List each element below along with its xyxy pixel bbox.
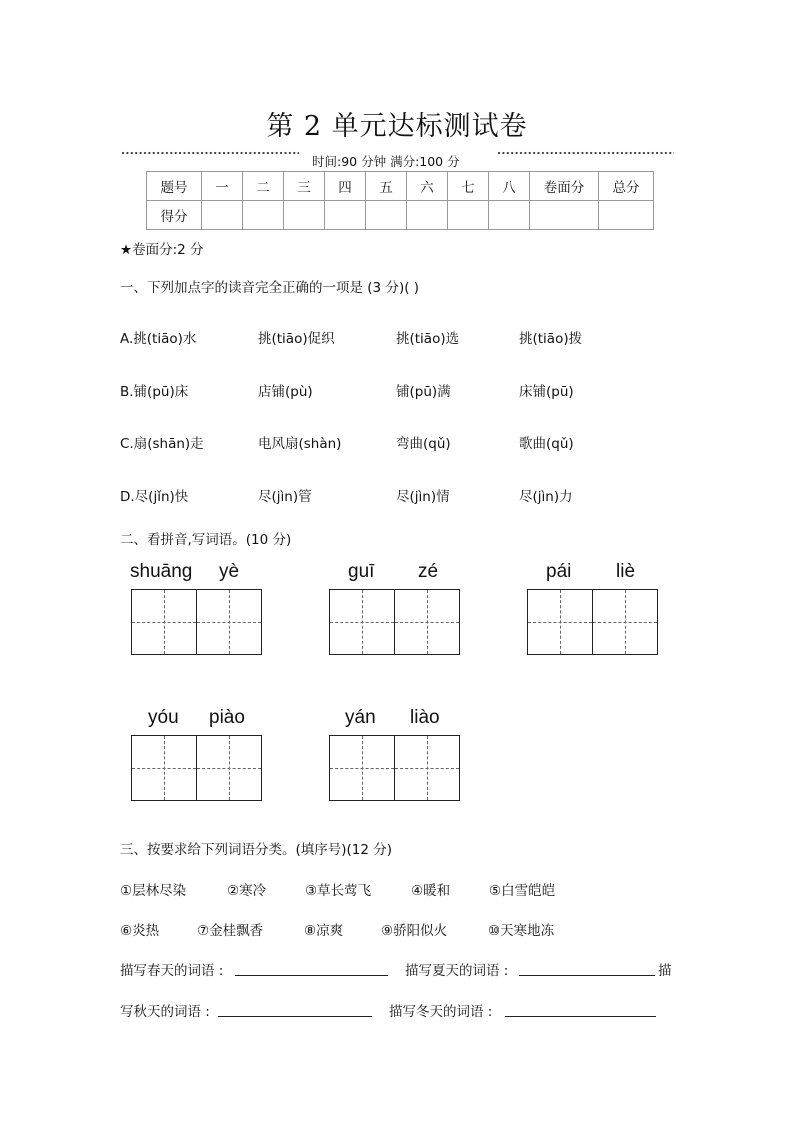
page-title: 第 2 单元达标测试卷 (266, 111, 528, 142)
writing-grid-box[interactable] (394, 589, 460, 655)
score-input-cell[interactable] (366, 201, 407, 230)
decorative-wavy-line-left (121, 151, 299, 161)
option-a-1: A.挑(tiāo)水 (120, 331, 197, 347)
table-cell: 得分 (147, 201, 202, 230)
table-cell: 一 (202, 172, 243, 201)
score-table-header-row (147, 172, 654, 201)
winter-words-label: 描写冬天的词语 : (389, 1004, 493, 1020)
score-table (146, 171, 654, 230)
word-option: ①层林尽染 (120, 883, 187, 899)
pinyin-label: yán (345, 707, 376, 728)
table-cell: 六 (407, 172, 448, 201)
spring-answer-blank[interactable] (235, 961, 388, 976)
score-input-cell[interactable] (407, 201, 448, 230)
word-option: ②寒冷 (227, 883, 267, 899)
word-option: ⑥炎热 (120, 923, 160, 939)
score-input-cell[interactable] (448, 201, 489, 230)
table-cell: 总分 (599, 172, 654, 201)
option-d-4: 尽(jìn)力 (519, 489, 573, 505)
option-c-1: C.扇(shān)走 (120, 436, 204, 452)
score-input-cell[interactable] (530, 201, 599, 230)
option-d-2: 尽(jìn)管 (258, 489, 312, 505)
word-option: ⑩天寒地冻 (488, 923, 555, 939)
option-a-3: 挑(tiāo)选 (396, 331, 460, 347)
option-c-4: 歌曲(qǔ) (519, 436, 574, 452)
table-cell: 八 (489, 172, 530, 201)
option-b-4: 床铺(pū) (519, 384, 574, 400)
table-cell: 题号 (147, 172, 202, 201)
pinyin-label: yóu (148, 707, 179, 728)
option-b-1: B.铺(pū)床 (120, 384, 189, 400)
writing-grid-box[interactable] (592, 589, 658, 655)
option-b-2: 店铺(pù) (258, 384, 313, 400)
score-input-cell[interactable] (202, 201, 243, 230)
pinyin-label: pái (546, 561, 572, 582)
option-c-2: 电风扇(shàn) (258, 436, 342, 452)
spring-words-label: 描写春天的词语 : (120, 963, 224, 979)
option-a-2: 挑(tiāo)促织 (258, 331, 335, 347)
summer-words-label: 描写夏天的词语 : (405, 963, 509, 979)
question-2-title: 二、看拼音,写词语。(10 分) (120, 532, 292, 548)
autumn-words-label: 写秋天的词语 : (120, 1004, 210, 1020)
pinyin-label: shuāng (130, 561, 193, 582)
writing-grid-box[interactable] (196, 735, 262, 801)
option-b-3: 铺(pū)满 (396, 384, 451, 400)
table-cell: 三 (284, 172, 325, 201)
option-a-4: 挑(tiāo)拨 (519, 331, 583, 347)
writing-grid-box[interactable] (329, 589, 395, 655)
wrapped-text-fragment: 描 (658, 963, 672, 979)
option-d-1: D.尽(jǐn)快 (120, 489, 189, 505)
score-input-cell[interactable] (284, 201, 325, 230)
table-cell: 七 (448, 172, 489, 201)
table-cell: 卷面分 (530, 172, 599, 201)
word-option: ③草长莺飞 (305, 883, 372, 899)
exam-time-info: 时间:90 分钟 满分:100 分 (312, 154, 460, 169)
score-input-cell[interactable] (243, 201, 284, 230)
score-input-cell[interactable] (489, 201, 530, 230)
pinyin-label: piào (209, 707, 245, 728)
writing-grid-box[interactable] (329, 735, 395, 801)
pinyin-label: liè (616, 561, 636, 582)
autumn-answer-blank[interactable] (218, 1002, 372, 1017)
pinyin-label: guī (348, 561, 375, 582)
word-option: ⑤白雪皑皑 (489, 883, 556, 899)
score-input-cell[interactable] (599, 201, 654, 230)
writing-grid-box[interactable] (527, 589, 593, 655)
table-cell: 五 (366, 172, 407, 201)
word-option: ⑦金桂飘香 (197, 923, 264, 939)
question-1-title: 一、下列加点字的读音完全正确的一项是 (3 分)( ) (120, 280, 420, 296)
neatness-score-note: ★卷面分:2 分 (120, 242, 204, 258)
writing-grid-box[interactable] (131, 735, 197, 801)
option-c-3: 弯曲(qǔ) (396, 436, 451, 452)
word-option: ⑨骄阳似火 (381, 923, 448, 939)
question-3-title: 三、按要求给下列词语分类。(填序号)(12 分) (120, 842, 393, 858)
decorative-wavy-line-right (497, 151, 674, 161)
table-cell: 二 (243, 172, 284, 201)
winter-answer-blank[interactable] (505, 1002, 656, 1017)
pinyin-label: liào (410, 707, 440, 728)
summer-answer-blank[interactable] (519, 961, 655, 976)
writing-grid-box[interactable] (131, 589, 197, 655)
option-d-3: 尽(jìn)情 (396, 489, 450, 505)
pinyin-label: yè (219, 561, 240, 582)
score-table-score-row (147, 201, 654, 230)
pinyin-label: zé (418, 561, 439, 582)
word-option: ⑧凉爽 (304, 923, 344, 939)
table-cell: 四 (325, 172, 366, 201)
score-input-cell[interactable] (325, 201, 366, 230)
writing-grid-box[interactable] (196, 589, 262, 655)
writing-grid-box[interactable] (394, 735, 460, 801)
word-option: ④暖和 (411, 883, 451, 899)
